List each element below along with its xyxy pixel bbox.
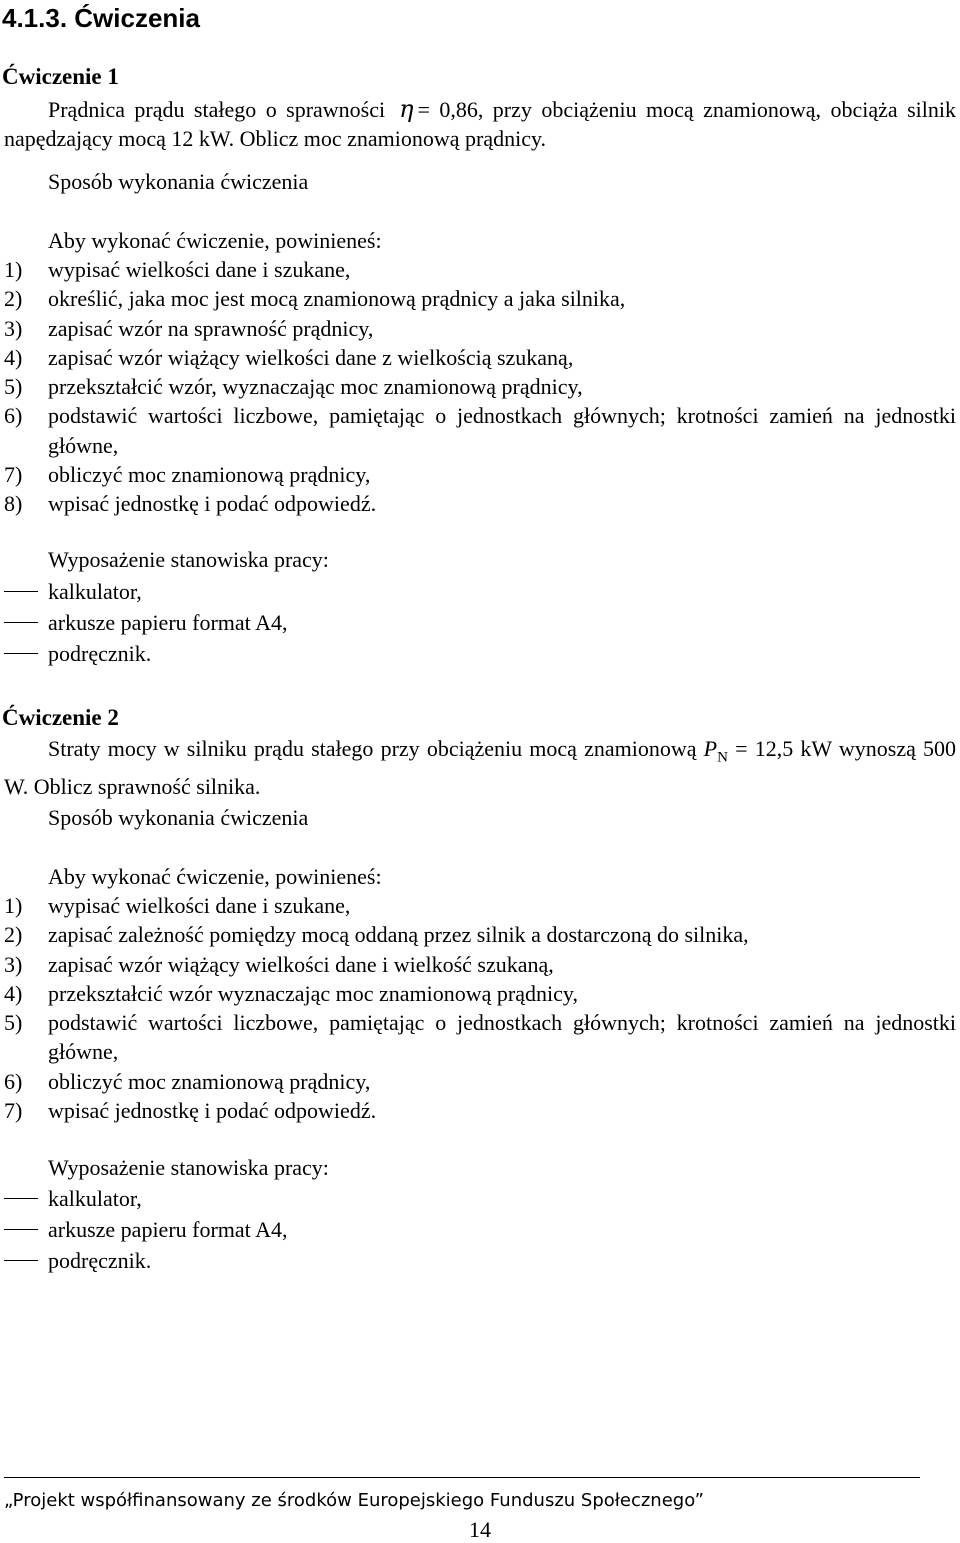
list-item-text: obliczyć moc znamionową prądnicy,	[48, 462, 371, 488]
equipment-item-text: kalkulator,	[48, 579, 142, 604]
exercise-2-task-pre: Straty mocy w silniku prądu stałego przy obciążeniu mocą znamionową	[48, 736, 697, 761]
list-item-number: 1)	[4, 257, 23, 282]
list-item-text: określić, jaka moc jest mocą znamionową prądnicy a jaka silnika,	[48, 286, 626, 312]
dash-bullet-icon	[4, 1198, 38, 1199]
exercise-1-method-heading: Sposób wykonania ćwiczenia	[48, 169, 309, 194]
exercise-2-task-post: = 12,5 kW wynoszą 500 W. Oblicz sprawność silnika.	[4, 736, 957, 800]
power-symbol: $P_N$	[703, 736, 728, 766]
list-item	[4, 920, 956, 949]
list-item	[4, 284, 956, 313]
list-item	[4, 950, 956, 979]
list-item	[4, 314, 956, 343]
exercise-2-steps-list	[4, 891, 956, 1125]
dash-bullet-icon	[4, 1229, 38, 1230]
list-item-text: wpisać jednostkę i podać odpowiedź.	[48, 1098, 377, 1124]
exercise-2-equipment-heading: Wyposażenie stanowiska pracy:	[48, 1155, 329, 1180]
equipment-item	[4, 1183, 287, 1214]
list-item	[4, 372, 956, 401]
exercise-1-task-pre: Prądnica prądu stałego o sprawności	[48, 97, 386, 122]
exercise-1-task	[4, 95, 956, 153]
list-item	[4, 1008, 956, 1067]
power-subscript: N	[717, 749, 728, 766]
list-item-number: 6)	[4, 403, 23, 429]
list-item-text: podstawić wartości liczbowe, pamiętając o jednostkach głównych; krotności zamień na jednostki główne,	[48, 1010, 956, 1065]
list-item-number: 6)	[4, 1068, 23, 1094]
list-item	[4, 1067, 956, 1096]
list-item-text: podstawić wartości liczbowe, pamiętając o jednostkach głównych; krotności zamień na jednostki główne,	[48, 403, 956, 458]
exercise-2-steps-intro: Aby wykonać ćwiczenie, powinieneś:	[48, 864, 382, 889]
list-item-number: 5)	[4, 1010, 23, 1036]
list-item-number: 2)	[4, 286, 23, 312]
list-item-text: wypisać wielkości dane i szukane,	[48, 257, 351, 282]
eta-value: = 0,86	[417, 97, 478, 122]
list-item-text: zapisać wzór na sprawność prądnicy,	[48, 315, 374, 341]
dash-bullet-icon	[4, 1260, 38, 1261]
exercise-1-steps-intro: Aby wykonać ćwiczenie, powinieneś:	[48, 228, 382, 253]
equipment-item-text: arkusze papieru format A4,	[48, 1217, 288, 1242]
list-item-number: 4)	[4, 980, 23, 1006]
footer-divider	[4, 1477, 920, 1478]
exercise-2-method-heading: Sposób wykonania ćwiczenia	[48, 805, 309, 830]
exercise-1-task-post: , przy obciążeniu mocą znamionową, obciąża silnik napędzający mocą 12 kW. Oblicz moc znamionową prądnicy.	[4, 97, 956, 151]
list-item-number: 1)	[4, 893, 23, 918]
section-title: 4.1.3. Ćwiczenia	[2, 3, 200, 33]
list-item	[4, 979, 956, 1008]
list-item	[4, 401, 956, 460]
list-item	[4, 343, 956, 372]
list-item	[4, 1096, 956, 1125]
list-item-text: przekształcić wzór wyznaczając moc znamionową prądnicy,	[48, 980, 578, 1006]
list-item-number: 8)	[4, 491, 23, 517]
equipment-item-text: podręcznik.	[48, 641, 152, 666]
list-item-text: przekształcić wzór, wyznaczając moc znamionową prądnicy,	[48, 374, 583, 400]
equipment-item-text: kalkulator,	[48, 1186, 142, 1211]
list-item-number: 7)	[4, 462, 23, 488]
list-item-number: 2)	[4, 922, 23, 948]
list-item-number: 4)	[4, 344, 23, 370]
page-number: 14	[469, 1517, 491, 1542]
equipment-item	[4, 638, 287, 669]
list-item-text: wpisać jednostkę i podać odpowiedź.	[48, 491, 377, 517]
dash-bullet-icon	[4, 622, 38, 623]
equipment-item	[4, 576, 287, 607]
dash-bullet-icon	[4, 591, 38, 592]
equipment-item-text: podręcznik.	[48, 1248, 152, 1273]
exercise-1-equipment-list	[4, 576, 287, 669]
list-item-text: zapisać zależność pomiędzy mocą oddaną przez silnik a dostarczoną do silnika,	[48, 922, 749, 948]
footer-text: „Projekt współfinansowany ze środków Europejskiego Funduszu Społecznego”	[4, 1490, 704, 1511]
dash-bullet-icon	[4, 653, 38, 654]
exercise-2-title: Ćwiczenie 2	[2, 705, 119, 730]
equipment-item	[4, 607, 287, 638]
equipment-item-text: arkusze papieru format A4,	[48, 610, 288, 635]
exercise-2-task	[4, 734, 956, 801]
list-item-number: 3)	[4, 951, 23, 977]
list-item-text: obliczyć moc znamionową prądnicy,	[48, 1068, 371, 1094]
equipment-item	[4, 1214, 287, 1245]
exercise-2-equipment-list	[4, 1183, 287, 1276]
exercise-1-equipment-heading: Wyposażenie stanowiska pracy:	[48, 547, 329, 572]
list-item	[4, 460, 956, 489]
list-item	[4, 255, 956, 284]
list-item-text: zapisać wzór wiążący wielkości dane z wielkością szukaną,	[48, 344, 574, 370]
list-item	[4, 489, 956, 518]
list-item-number: 3)	[4, 315, 23, 341]
list-item-number: 5)	[4, 374, 23, 400]
exercise-1-steps-list	[4, 255, 956, 519]
list-item-text: wypisać wielkości dane i szukane,	[48, 893, 351, 918]
list-item-text: zapisać wzór wiążący wielkości dane i wielkość szukaną,	[48, 951, 554, 977]
list-item	[4, 891, 956, 920]
exercise-1-title: Ćwiczenie 1	[2, 64, 119, 89]
eta-symbol: η	[399, 95, 414, 123]
list-item-number: 7)	[4, 1098, 23, 1124]
equipment-item	[4, 1245, 287, 1276]
